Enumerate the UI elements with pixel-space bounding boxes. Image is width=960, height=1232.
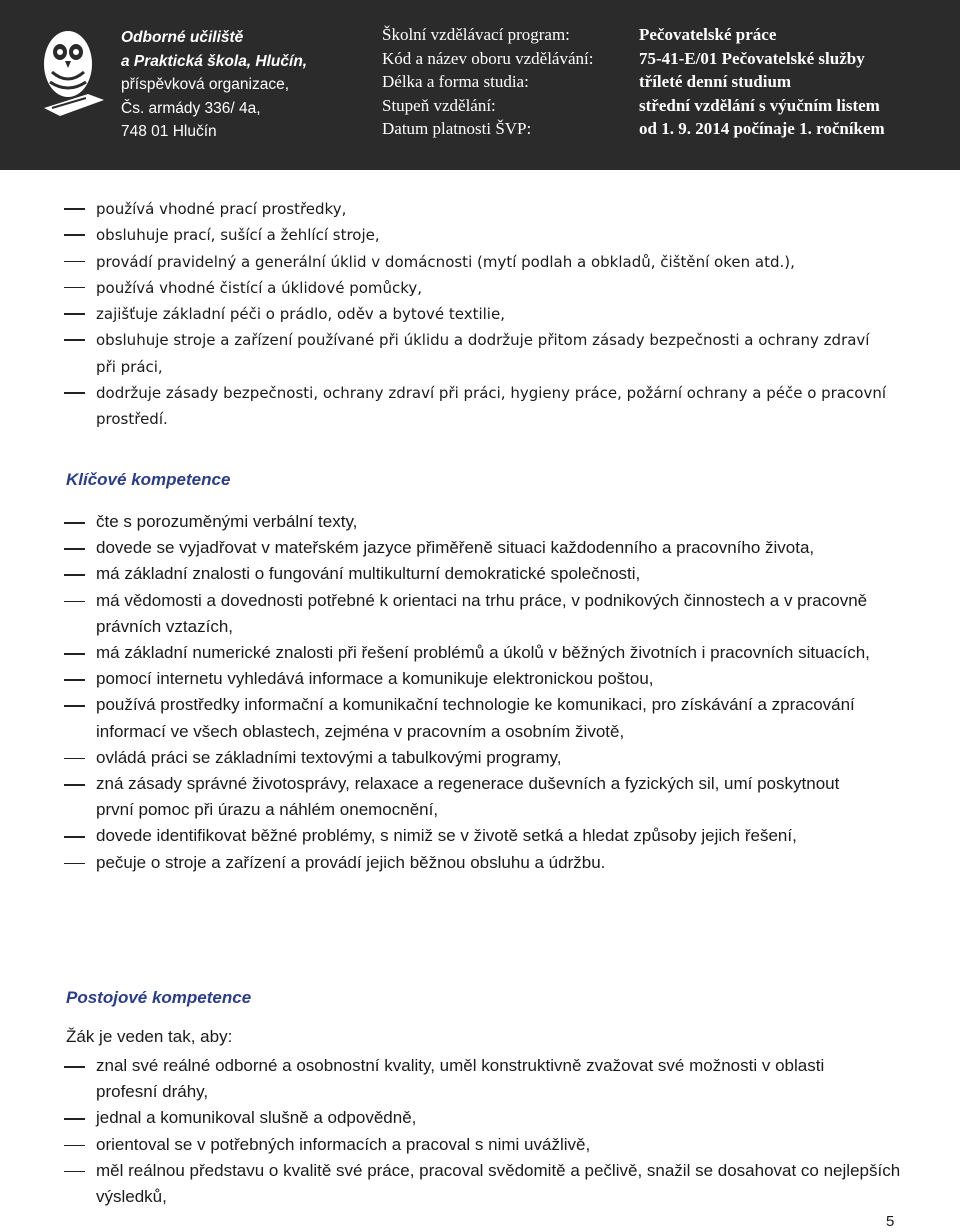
list-item-text: pomocí internetu vyhledává informace a komunikuje elektronickou poštou, [96,669,654,689]
list-item-text: jednal a komunikoval slušně a odpovědně, [96,1108,417,1128]
list-item [0,850,960,876]
list-item-text: zajišťuje základní péči o prádlo, oděv a bytové textilie, [96,305,505,324]
list-item [0,249,960,275]
list-item [0,1158,960,1210]
list-item [0,745,960,771]
document-body [0,196,960,433]
duration-row [382,70,952,94]
list-item-text: má základní numerické znalosti při řešení problémů a úkolů v běžných životních i pracovních situacích, [96,643,870,663]
duration-value: tříleté denní studium [639,72,792,91]
attitude-competences-heading: Postojové kompetence [66,988,252,1007]
field-row [382,47,952,71]
program-value: Pečovatelské práce [639,25,777,44]
duration-label: Délka a forma studia: [382,72,529,91]
attitude-competences-section [0,1053,960,1210]
list-item [0,771,960,823]
list-item-text: provádí pravidelný a generální úklid v domácnosti (mytí podlah a obkladů, čištění oken atd.), [96,252,795,271]
list-item [0,1105,960,1131]
list-item-text: obsluhuje prací, sušící a žehlící stroje, [96,226,380,245]
school-street-line: Čs. armády 336/ 4a, [121,99,261,117]
list-item [0,535,960,561]
list-item [0,222,960,248]
list-item [0,327,960,380]
list-item-text: používá prostředky informační a komunikační technologie ke komunikaci, pro získávání a zpracování informací ve všech oblastech, zejména v pracovním a osobním životě, [96,695,855,741]
list-item-text: obsluhuje stroje a zařízení používané při úklidu a dodržuje přitom zásady bezpečnosti a ochrany zdraví při práci, [96,331,870,376]
list-item [0,301,960,327]
attitude-intro: Žák je veden tak, aby: [66,1027,233,1046]
school-type-line: příspěvková organizace, [121,76,290,93]
list-item-text: zná zásady správné životosprávy, relaxace a regenerace duševních a fyzických sil, umí poskytnout první pomoc při úrazu a náhlém onemocnění, [96,774,840,820]
list-item-text: pečuje o stroje a zařízení a provádí jejich běžnou obsluhu a údržbu. [96,852,606,872]
page-number: 5 [886,1213,895,1230]
owl-logo-icon [38,28,110,120]
list-item-text: čte s porozuměnými verbální texty, [96,512,358,531]
list-item-text: používá vhodné prací prostředky, [96,200,347,218]
list-item [0,196,960,222]
list-item [0,823,960,849]
list-item-text: používá vhodné čistící a úklidové pomůcky, [96,278,423,297]
key-competences-section [0,509,960,876]
school-name-line-1: Odborné učiliště [121,29,244,46]
document-header [0,0,960,170]
program-info [382,23,952,141]
validity-label: Datum platnosti ŠVP: [382,119,532,138]
list-item-text: měl reálnou představu o kvalitě své práce, pracoval svědomitě a pečlivě, snažil se dosahovat co nejlepších výsledků, [96,1160,901,1207]
key-competences-list [0,509,960,876]
field-label: Kód a název oboru vzdělávání: [382,48,594,68]
list-item [0,640,960,666]
list-item-text: znal své reálné odborné a osobnostní kvality, uměl konstruktivně zvažovat své možnosti v oblasti profesní dráhy, [96,1056,825,1102]
list-item [0,1132,960,1158]
validity-value: od 1. 9. 2014 počínaje 1. ročníkem [639,119,885,138]
validity-row [382,117,952,141]
list-item-text: ovládá práci se základními textovými a tabulkovými programy, [96,747,562,767]
program-label: Školní vzdělávací program: [382,25,570,44]
school-info [121,26,371,144]
level-value: střední vzdělání s výučním listem [639,95,880,115]
list-item-text: dodržuje zásady bezpečnosti, ochrany zdraví při práci, hygieny práce, požární ochrany a péče o pracovní prostředí. [96,384,886,429]
attitude-competences-list [0,1053,960,1210]
list-item [0,692,960,744]
program-row [382,23,952,47]
list-item-text: dovede identifikovat běžné problémy, s nimiž se v životě setká a hledat způsoby jejich řešení, [96,826,797,846]
list-item [0,588,960,640]
skills-list [0,196,960,433]
list-item-text: má základní znalosti o fungování multikulturní demokratické společnosti, [96,564,641,584]
list-item-text: orientoval se v potřebných informacích a pracoval s nimi uvážlivě, [96,1134,591,1154]
list-item [0,380,960,433]
level-label: Stupeň vzdělání: [382,95,496,115]
list-item-text: má vědomosti a dovednosti potřebné k orientaci na trhu práce, v podnikových činnostech a v pracovně právních vztazích, [96,590,868,636]
list-item [0,509,960,535]
list-item [0,561,960,587]
key-competences-heading: Klíčové kompetence [66,470,231,489]
list-item-text: dovede se vyjadřovat v mateřském jazyce přiměřeně situaci každodenního a pracovního života, [96,538,815,558]
level-row [382,94,952,118]
field-value: 75-41-E/01 Pečovatelské služby [639,48,865,68]
list-item [0,666,960,692]
list-item [0,275,960,301]
list-item [0,1053,960,1105]
school-name-line-2: a Praktická škola, Hlučín, [121,52,308,70]
school-city-line: 748 01 Hlučín [121,123,217,140]
